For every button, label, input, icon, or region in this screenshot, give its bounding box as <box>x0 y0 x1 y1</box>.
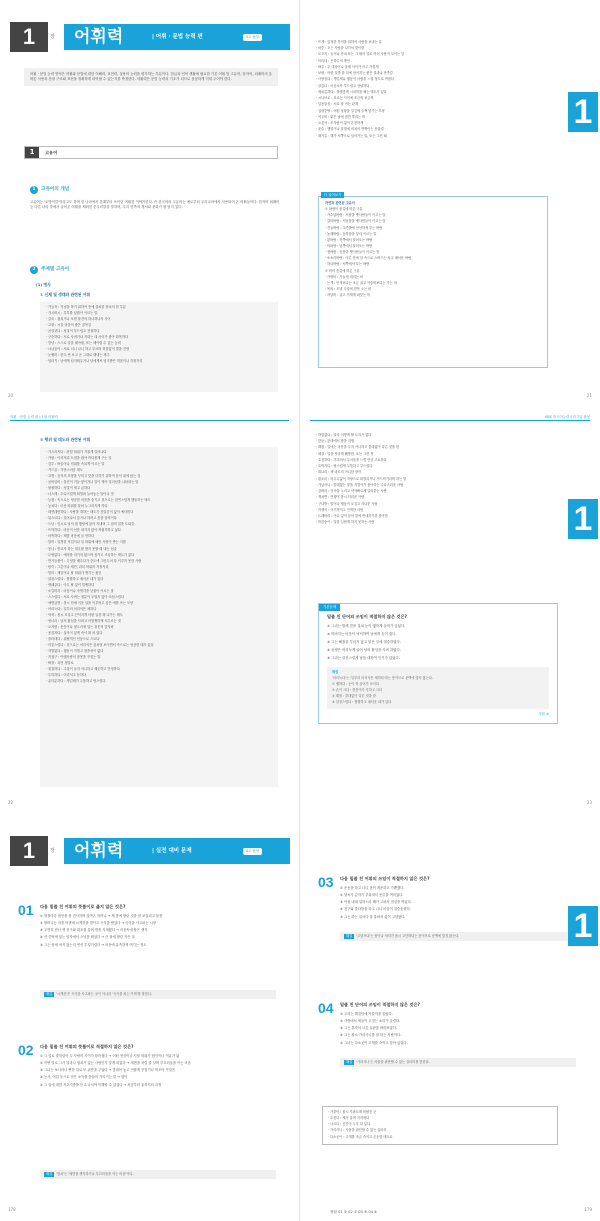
option: ① 그녀는 밤새 잠을 설쳐 눈이 퀭하게 들어가 있었다. <box>327 624 406 629</box>
explanation-box <box>340 1058 576 1067</box>
list-item: ② 비의 종류에 따른 구분 <box>325 268 360 273</box>
list-item: · 호젓하다 : 후미져서 무서움을 느낄 만큼 고요하다 <box>316 457 387 462</box>
page-20 <box>0 0 300 407</box>
list-item: · 말미 : 일정한 직업이나 일 따위에 매인 사람이 받는 겨를 <box>46 540 126 545</box>
list-item: · 생때같다 : 아무 탈 없이 멀쩡하다 <box>46 582 95 587</box>
list-item: · 너르다 : 공간이 두루 다 넓다 <box>328 1122 371 1127</box>
list-item: · 해거름 : 해가 서쪽으로 넘어가는 일, 또는 그런 때 <box>316 133 387 138</box>
explanation-mark-icon: 해설 <box>346 1060 353 1064</box>
list-item: · 갈마바람 : 서남풍을 뱃사람들이 이르는 말 <box>325 219 386 224</box>
explanation-line: ② 손이 크다 : 씀씀이가 후하고 크다 <box>332 687 383 692</box>
chapter-tag: 4주 완성 <box>243 34 262 41</box>
box-title: 자연과 관련된 고유어 <box>325 201 355 205</box>
list-item: · 보람 : 어떤 일을 한 뒤에 얻어지는 좋은 결과나 만족감 <box>316 71 393 76</box>
page-22 <box>0 407 300 814</box>
list-item: · 얼렁뚱땅 : 어떤 상황을 얼김에 슬쩍 넘기는 모양 <box>316 108 385 113</box>
list-item: · 눙치다 : 마음 따위를 풀어 누그러지게 하다 <box>46 504 108 509</box>
page-number: 178 <box>8 1207 16 1213</box>
chapter-jang: 장 <box>50 34 55 40</box>
option: ④ 동생은 어리눅게 굴어 남의 환심을 사려 하였다. <box>327 647 401 652</box>
explanation-line: ③ 해찰 : 쓸데없이 다른 짓을 함 <box>332 693 376 698</box>
list-item: · 엉너리 : 남의 환심을 사려고 어벌쩡하게 서두르는 짓 <box>46 618 121 623</box>
spread-pages-178-179 <box>0 814 600 1221</box>
chapter-tab: 1 <box>568 499 598 539</box>
question-03 <box>318 874 580 994</box>
check-box <box>322 1106 558 1145</box>
option: ② 사방에서 새들이 우짖는 소리가 들렸다. <box>340 1019 401 1024</box>
chapter-number: 1 <box>10 836 48 866</box>
explanation-line: '어리눅다'는 '일부러 어리석은 체하다'라는 뜻이므로 문맥에 맞지 않는다. <box>332 675 433 680</box>
list-item: · 깍쟁이 : 이기적이고 인색한 사람 <box>316 507 364 512</box>
label-category: ① 신체 및 생태와 관련된 어휘 <box>40 292 91 297</box>
list-item: · 알음알음 : 서로 잘 아는 관계 <box>316 102 359 107</box>
explanation-text: '염치'는 '체면을 생각하거나 부끄러움을 아는 마음'이다. <box>56 1172 134 1176</box>
option: ⑤ 그 일에 대한 자초지종을 듣고 나서야 이해할 수 있었다 → 처음부터 끝까지의 과정 <box>40 1082 162 1087</box>
vocab-list <box>316 433 552 527</box>
list-item: · 가수알바람 : 서풍을 뱃사람들이 이르는 말 <box>325 213 386 218</box>
list-item: · 옹골지다 : 실속이 있게 속이 꽉 차 있다 <box>46 630 103 635</box>
list-item: · 뜨게 : 일정한 목적을 위하여 사람을 보내는 일 <box>316 40 382 44</box>
spread-pages-20-21 <box>0 0 600 407</box>
list-item: · 우짖다 : 새가 울며 지저귀다 <box>328 1116 370 1121</box>
explanation-text: '고달프다'는 몸이나 처지가 몹시 고단하다는 뜻이므로 문맥에 맞지 않는다. <box>356 934 460 938</box>
list-item: · 칠칠하다 : 주접이 들지 아니하고 깨끗하고 단정하다 <box>46 667 120 672</box>
option: ④ 농사, 어업 등으로 얻은 소득을 통틀어 가리키는 말 → 벌이 <box>40 1075 128 1080</box>
list-item: · 을러대다 : 위협적인 언동으로 으르다 <box>46 636 100 641</box>
intro-box: 어휘 · 문법 능력 영역은 어휘와 문법에 대한 이해력, 표현력, 실용어 능력을 평가하는 부분이다. 한글과 언어 생활에 필요한 기본 어휘 및 고유어, 한자어, 외래어의 올바른 사용과 문장 구조와 표현을 정확하게 파악할 수 있는지를 측정한다. 어휘력은 문법 능력의 기초가 되므로 꼼꼼하게 익혀 두어야 한다. <box>24 68 278 86</box>
running-head: KBS 한국어능력시험 7일 완성 <box>310 415 590 421</box>
list-item: · 가리사니 : 사물을 판단할 수 있는 실마리 <box>328 1128 387 1133</box>
chapter-subtitle: | 실전 대비 문제 <box>152 848 192 854</box>
list-item: · 억척 : 몹시 모질고 끈덕지게 어떤 일을 해 나가는 태도 <box>46 612 123 617</box>
vocab-list <box>316 40 552 140</box>
list-item: · 변죽 : 그릇이나 세간, 과녁 따위의 가장자리 <box>46 564 109 569</box>
vocab-list <box>40 302 278 392</box>
option-list <box>340 1012 578 1048</box>
question-number: 04 <box>318 1000 334 1016</box>
option-list <box>40 914 278 950</box>
list-item: · 가시버시 : 부부를 낮잡아 이르는 말 <box>46 311 98 316</box>
question-04 <box>318 1000 580 1100</box>
option: ④ 그는 평소 가리사니를 잘 하는 사람이다. <box>340 1033 402 1038</box>
list-item: · 무람없다 : 예의를 지키지 않으며 삼가고 조심하는 태도가 없다 <box>46 552 135 557</box>
vocab-list <box>40 447 278 787</box>
answer: 정답 ④ <box>538 711 549 716</box>
list-item: · 자발없다 : 행동이 가볍고 참을성이 없다 <box>46 649 104 654</box>
option-list <box>40 1054 278 1090</box>
option: ③ 그는 해찰을 부리지 않고 맡은 일에 열중하였다. <box>327 639 401 644</box>
option: ② 아버지는 마음이 넉넉하여 남에게 손이 컸다. <box>327 632 397 637</box>
subheading-number: 2 <box>30 266 38 274</box>
list-item: · 된바람 : 북쪽에서 불어오는 바람 <box>325 237 373 242</box>
option: ③ 아침 내내 일하느라 배가 고파서 점심을 먹었다. <box>340 900 412 905</box>
spread-pages-22-23 <box>0 407 600 814</box>
option-list <box>340 886 578 922</box>
list-item: · 여우비 : 맑은 날에 잠깐 뿌리는 비 <box>316 114 366 119</box>
list-item: · 고샅 : 시골 마을의 좁은 골목길 <box>46 323 92 328</box>
list-item: · 뜨악하다 : 마음이 선뜻 내키지 않아 꺼림칙하고 싫다 <box>46 528 121 533</box>
subheading-2 <box>30 266 69 274</box>
section-title: 고유어 <box>45 150 58 155</box>
option: ① 명절마다 집안을 잘 건사하며 살아온 어머니 → 제 몸에 딸린 것을 잘 보살피고 돌봄 <box>40 914 163 918</box>
list-item: · 덤터기 : 남에게 넘겨씌우거나 남에게서 넘겨받은 허물이나 걱정거리 <box>46 359 143 364</box>
list-item: · 한둔 : 한데에서 밤을 지냄 <box>316 439 354 444</box>
list-item: · 건들바람 : 초가을에 선선하게 부는 바람 <box>325 225 383 230</box>
subheading-title: 주제별 고유어 <box>41 267 70 272</box>
page-number: 21 <box>586 393 592 399</box>
chapter-number: 1 <box>10 22 48 52</box>
list-item: · 목비 : 모낼 무렵에 한목 오는 비 <box>325 286 372 291</box>
label-noun: (1) 명사 <box>36 282 51 287</box>
list-item: · 가풀막 : 몹시 가파르게 비탈진 곳 <box>328 1110 377 1114</box>
box-caption: 더 알아보기 <box>321 192 344 198</box>
list-item: · 구나방 : 말이나 행동이 모질고 사나운 사람 <box>316 501 378 506</box>
explanation-box <box>327 667 549 709</box>
list-item: · 소갈머리 : 마음이나 속생각을 낮잡아 이르는 말 <box>46 588 114 593</box>
option: ⑤ 그녀는 살천스럽게 남을 대하여 인기가 없었다. <box>327 655 400 660</box>
list-item: · 능청 : 속으로는 엉큼한 마음을 숨기고 겉으로는 천연스럽게 행동하는 태도 <box>46 498 151 503</box>
list-item: · 개차반 : 언행이 몹시 더러운 사람 <box>316 495 365 500</box>
list-item: · 흰소리 : 터무니없이 자랑으로 떠벌리거나 거드럭거리며 하는 말 <box>316 476 407 481</box>
page-23 <box>300 407 600 814</box>
list-item: · 거드름 : 거만스러운 태도 <box>46 468 83 473</box>
option: ⑤ 그는 성에 차지 않는지 연신 투덜거렸다 → 마음에 흡족하게 여기는 정도 <box>40 942 147 947</box>
explanation-mark-icon: 해설 <box>46 992 53 996</box>
page-178 <box>0 814 300 1221</box>
list-item: · 마중 : 오는 사람을 나가서 맞이함 <box>316 46 365 51</box>
list-item: · 가랑비 : 가늘게 내리는 비 <box>325 274 363 279</box>
list-item: · 샛바람 : 동풍을 뱃사람들이 이르는 말 <box>325 250 380 255</box>
list-item: · 살천스럽다 : 쌀쌀하고 매서운 데가 있다 <box>46 576 104 581</box>
list-item: · 살갑다 : 마음씨가 부드럽고 상냥하다 <box>316 83 370 88</box>
list-item: · 미리내 : 은하수의 방언 <box>316 58 350 63</box>
question-text: 다음 밑줄 친 어휘의 쓰임이 적절하지 않은 것은? <box>340 876 430 881</box>
question-01 <box>18 902 280 1032</box>
list-item: · 깜냥 : 스스로 일을 헤아림, 또는 헤아릴 수 있는 능력 <box>46 341 121 346</box>
page-number: 20 <box>8 393 14 399</box>
list-item: · 투미하다 : 어리석고 둔하다 <box>46 673 87 678</box>
paragraph: 고유어는 '토박이말'이라고도 하며 한 나라에서 본래부터 쓰이던 어휘를 이야기한다. 즉 한국어의 고유어는 예로부터 우리나라에서 사용되어 온 어휘들이다. 한자어 외래어 등 다른 나라 말에서 들어온 어휘를 제외한 순우리말을 말하며, 우리 민족의 정서와 문화가 잘 담겨 있다. <box>30 200 280 209</box>
option: ② 이번 일로 그가 얼마나 염치가 없는 사람인지 알게 되었다 → 체면을 차릴 줄 알며 부끄러움을 아는 마음 <box>40 1061 191 1066</box>
chapter-jang: 장 <box>50 848 55 854</box>
question-02 <box>18 1042 280 1202</box>
page-number: 179 <box>584 1207 592 1213</box>
list-item: · 희나리 : 채 마르지 아니한 장작 <box>316 470 362 475</box>
chapter-tab: 1 <box>568 92 598 132</box>
option: ⑤ 그녀는 다소곳이 고개를 숙이고 앉아 있었다. <box>340 1040 408 1045</box>
list-item: · 곰살궂다 : 성질이 부드럽고 친절하다 <box>46 329 100 334</box>
list-item: · 몽니 : 받고자 하는 대우를 받지 못할 때 내는 심술 <box>46 546 117 551</box>
list-item: · 가납사니 : 쓸데없는 말을 지껄이기 좋아하는 수다스러운 사람 <box>316 482 404 487</box>
list-item: · 사랑옵다 : 생김새나 행동이 사랑을 느낄 정도로 귀엽다 <box>316 77 394 82</box>
list-item: · 지청구 : 아랫사람의 잘못을 꾸짖는 말 <box>46 655 101 660</box>
list-item: · 가탈 : 이리저리 트집을 잡아 까다롭게 구는 일 <box>46 456 112 461</box>
list-item: · 오지랖 : 웃옷이나 윗도리에 입는 겉옷의 앞자락 <box>46 624 114 629</box>
explanation-line: ⑤ 살천스럽다 : 쌀쌀하고 매서운 데가 있다 <box>332 699 392 704</box>
label-category: ② 행위 및 태도와 관련된 어휘 <box>40 437 91 442</box>
option: ④ 친구와 말다툼을 하고 나니 마음이 뒤숭숭했다. <box>340 907 411 912</box>
list-item: · 고명 : 음식의 모양을 꾸미고 맛을 더하기 위하여 음식 위에 얹는 것 <box>46 474 141 479</box>
list-item: · 구순하다 : 서로 사귀거나 지내는 데 사이가 좋아 화목하다 <box>46 335 129 340</box>
list-item: ① 바람의 종류에 따른 구분 <box>325 207 363 212</box>
list-item: · 의뭉스럽다 : 겉으로는 어리석은 것처럼 보이면서 속으로는 엉큼한 데가 있다 <box>46 643 154 647</box>
list-item: · 감투 : 벼슬이나 직위를 속되게 이르는 말 <box>46 462 105 467</box>
list-item: · 바투 : 두 대상이나 물체 사이가 아주 가깝게 <box>316 64 379 69</box>
list-item: · 오롯이 : 모자람이 없이 온전하게 <box>316 121 364 126</box>
question-text: 밑줄 친 단어의 쓰임이 적절하지 않은 것은? <box>327 614 407 619</box>
list-item: · 빌미 : 재앙이나 탈 따위가 생기는 원인 <box>46 570 102 575</box>
chapter-title: 어휘력 <box>74 841 124 860</box>
option: ① 그 일로 말미암아 두 사람의 사이가 틀어졌다 → 어떤 현상이나 사물 따위가 원인이나 이유가 됨 <box>40 1054 180 1058</box>
option: ③ 우연히 만난 옛 친구와 회포를 풀며 밤을 지새웠다 → 마음속에 품은 생각 <box>40 928 148 933</box>
list-item: · 흐벅지다 : 탐스럽게 두툼하고 부드럽다 <box>316 464 373 469</box>
list-item: · 감바리 : 잇속을 노리고 약삭빠르게 달라붙는 사람 <box>316 489 387 494</box>
list-item: · 작달비 : 굵고 거세게 퍼붓는 비 <box>325 293 371 298</box>
question-number: 03 <box>318 874 334 890</box>
explanation-label: 해설 <box>332 669 339 674</box>
list-item: · 새치름하다 : 쌀쌀맞게 시치미를 떼는 태도가 있다 <box>316 89 387 94</box>
list-item: · 너나들이 : 서로 너니 나니 하고 부르며 허물없이 말을 건넴 <box>46 347 130 352</box>
question-number: 02 <box>18 1042 34 1058</box>
list-item: · 해찰 : 일에는 마음을 두지 아니하고 쓸데없이 다른 짓을 함 <box>316 445 400 450</box>
question-text: 밑줄 친 단어의 쓰임이 적절하지 않은 것은? <box>340 1002 420 1007</box>
list-item: · 뒤스르다 : 일어나서 앉거나 하려고 몸을 움직이다 <box>46 516 117 521</box>
list-item: · 시나브로 : 모르는 사이에 조금씩 조금씩 <box>316 96 374 101</box>
more-info-box <box>318 192 548 368</box>
chapter-header <box>10 22 290 52</box>
subheading-number: 1 <box>30 186 38 194</box>
question-number: 01 <box>18 902 34 918</box>
subheading-1 <box>30 186 69 194</box>
practice-box <box>318 603 558 724</box>
list-item: · 애면글면 : 몹시 힘에 겨운 일을 이루려고 갖은 애를 쓰는 모양 <box>46 600 134 605</box>
explanation-mark-icon: 해설 <box>46 1172 53 1176</box>
option: ② 날씨가 갑자기 추워져서 옷깃을 여미었다. <box>340 893 404 898</box>
option: ② 할머니는 마을 어귀에 시게전을 벌이고 곡식을 팔았다 → 곡식을 사고파는 시장 <box>40 921 156 926</box>
list-item: · 하릴없다 : 달리 어떻게 할 도리가 없다 <box>316 433 372 437</box>
list-item: · 트레바리 : 이유 없이 남의 말에 반대하기를 좋아함 <box>316 514 388 519</box>
list-item: · 는개 : 안개보다는 조금 굵고 이슬비보다는 가는 비 <box>325 280 397 285</box>
explanation-box <box>40 1170 276 1179</box>
list-item: · 스스럽다 : 서로 사귀는 정분이 두텁지 않아 조심스럽다 <box>46 594 124 599</box>
list-item: · 짜장 : 과연 정말로 <box>46 661 74 666</box>
list-item: · 마파람 : 남쪽에서 불어오는 바람 <box>325 243 373 248</box>
list-item: · 반거들충이 : 무엇을 배우다가 중도에 그만두어 다 이루지 못한 사람 <box>46 558 142 563</box>
page-179 <box>300 814 600 1221</box>
list-item: · 갈피 : 겹치거나 포갠 물건의 하나하나의 사이 <box>46 317 111 322</box>
list-item: · 데면데면하다 : 사람을 대하는 태도가 친밀감이 없이 예사롭다 <box>46 510 134 515</box>
chapter-subtitle: | 어휘 · 문법 능력 편 <box>152 34 203 40</box>
explanation-box <box>40 990 276 999</box>
option: ③ 그녀는 보나마나 뻔한 일로 또 핀잔을 주었다 → 맞대어 놓고 언짢게 꾸짖거나 비꼬아 꾸짖음 <box>40 1068 176 1073</box>
chapter-title: 어휘력 <box>74 27 124 46</box>
list-item: · 푼더분하다 : 생김새가 두툼하고 탐스럽다 <box>46 679 106 684</box>
list-item: · 곰비임비 : 물건이 거듭 쌓이거나 일이 계속 일어남을 나타내는 말 <box>46 480 139 485</box>
list-item: · 드난 : 임시로 남의 집 행랑에 붙어 지내며 그 집의 일을 도와줌 <box>46 522 135 527</box>
explanation-text: '가리사니'는 사물을 판단할 수 있는 실마리를 뜻한다. <box>356 1060 430 1064</box>
list-item: · 윤슬 : 햇빛이나 달빛에 비치어 반짝이는 잔물결 <box>316 127 384 132</box>
page-21 <box>300 0 600 407</box>
section-header <box>24 146 278 159</box>
option: ④ 산 중턱에 있는 암자에서 스님을 뵈었다 → 큰 절에 딸린 작은 절 <box>40 935 135 940</box>
list-item: · 허릅숭이 : 일을 실답게 하지 못하는 사람 <box>316 520 375 525</box>
option: ⑤ 그는 하는 일마다 잘 풀려서 삶이 고달팠다. <box>340 914 406 919</box>
section-number: 1 <box>25 147 39 158</box>
chapter-tag: 4주 완성 <box>243 848 262 855</box>
explanation-box <box>340 932 576 941</box>
subheading-title: 고유어의 개념 <box>41 187 70 192</box>
list-item: · 모꼬지 : 놀이나 잔치 또는 그 밖의 일로 여러 사람이 모이는 일 <box>316 52 405 57</box>
chapter-tab: 1 <box>568 906 598 946</box>
option: ① 우리는 해질녘에 가풀막을 올랐다. <box>340 1012 393 1016</box>
page-number: 22 <box>8 800 14 806</box>
list-item: · 괄괄하다 : 성질이 세고 급하다 <box>46 486 91 491</box>
page-number: 23 <box>586 800 592 806</box>
list-item: · 너스레 : 수다스럽게 떠벌려 늘어놓는 말이나 짓 <box>46 492 114 497</box>
answer-key: 정답 01 ② 02 ② 03 ⑤ 04 ④ <box>330 1209 378 1214</box>
explanation-line: ① 퀭하다 : 눈이 쑥 들어가 보이다 <box>332 681 379 686</box>
list-item: · 마뜩하다 : 제법 마음에 들 만하다 <box>46 534 95 539</box>
list-item: · 가스러지다 : 잔털 따위가 거칠게 일어나다 <box>46 450 107 454</box>
list-item: · 하늬바람 : 서쪽에서 부는 바람 <box>325 262 370 267</box>
question-text: 다음 밑줄 친 어휘의 뜻풀이로 옳지 않은 것은? <box>40 904 126 909</box>
option: ① 운동을 하고 나니 몸이 개운하고 가뿐했다. <box>340 886 405 890</box>
list-item: · 눈썰미 : 한두 번 보고 곧 그대로 해내는 재주 <box>46 353 110 358</box>
list-item: · 헤살 : 일을 짓궂게 훼방함, 또는 그런 짓 <box>316 451 374 456</box>
list-item: · 어리눅다 : 일부러 어리석은 체하다 <box>46 606 97 611</box>
box-caption: 기본문제 <box>319 604 340 611</box>
question-text: 다음 밑줄 친 어휘의 뜻풀이로 적절하지 않은 것은? <box>40 1044 134 1049</box>
list-item: · 소소리바람 : 이른 봄에 살 속으로 스며드는 차고 매서운 바람 <box>325 256 412 261</box>
chapter-header <box>10 836 290 866</box>
explanation-text: '시게전'은 곡식을 사고파는 곳이 아니라 '곡식을 파는 가게'를 말한다. <box>56 992 152 996</box>
list-item: · 다소곳이 : 고개를 조금 숙이고 온순한 태도로 <box>328 1134 393 1139</box>
list-item: · 높새바람 : 동북풍을 달리 이르는 말 <box>325 231 377 236</box>
list-item: · 가늠자 : 겨냥을 하기 위하여 총에 설치한 장치의 한 부분 <box>46 305 126 309</box>
option: ③ 그는 혼자서 너른 들판을 바라보았다. <box>340 1026 398 1031</box>
explanation-mark-icon: 해설 <box>346 934 353 938</box>
running-head: 어휘 · 문법 능력 편 | 1장 어휘력 <box>10 415 289 421</box>
